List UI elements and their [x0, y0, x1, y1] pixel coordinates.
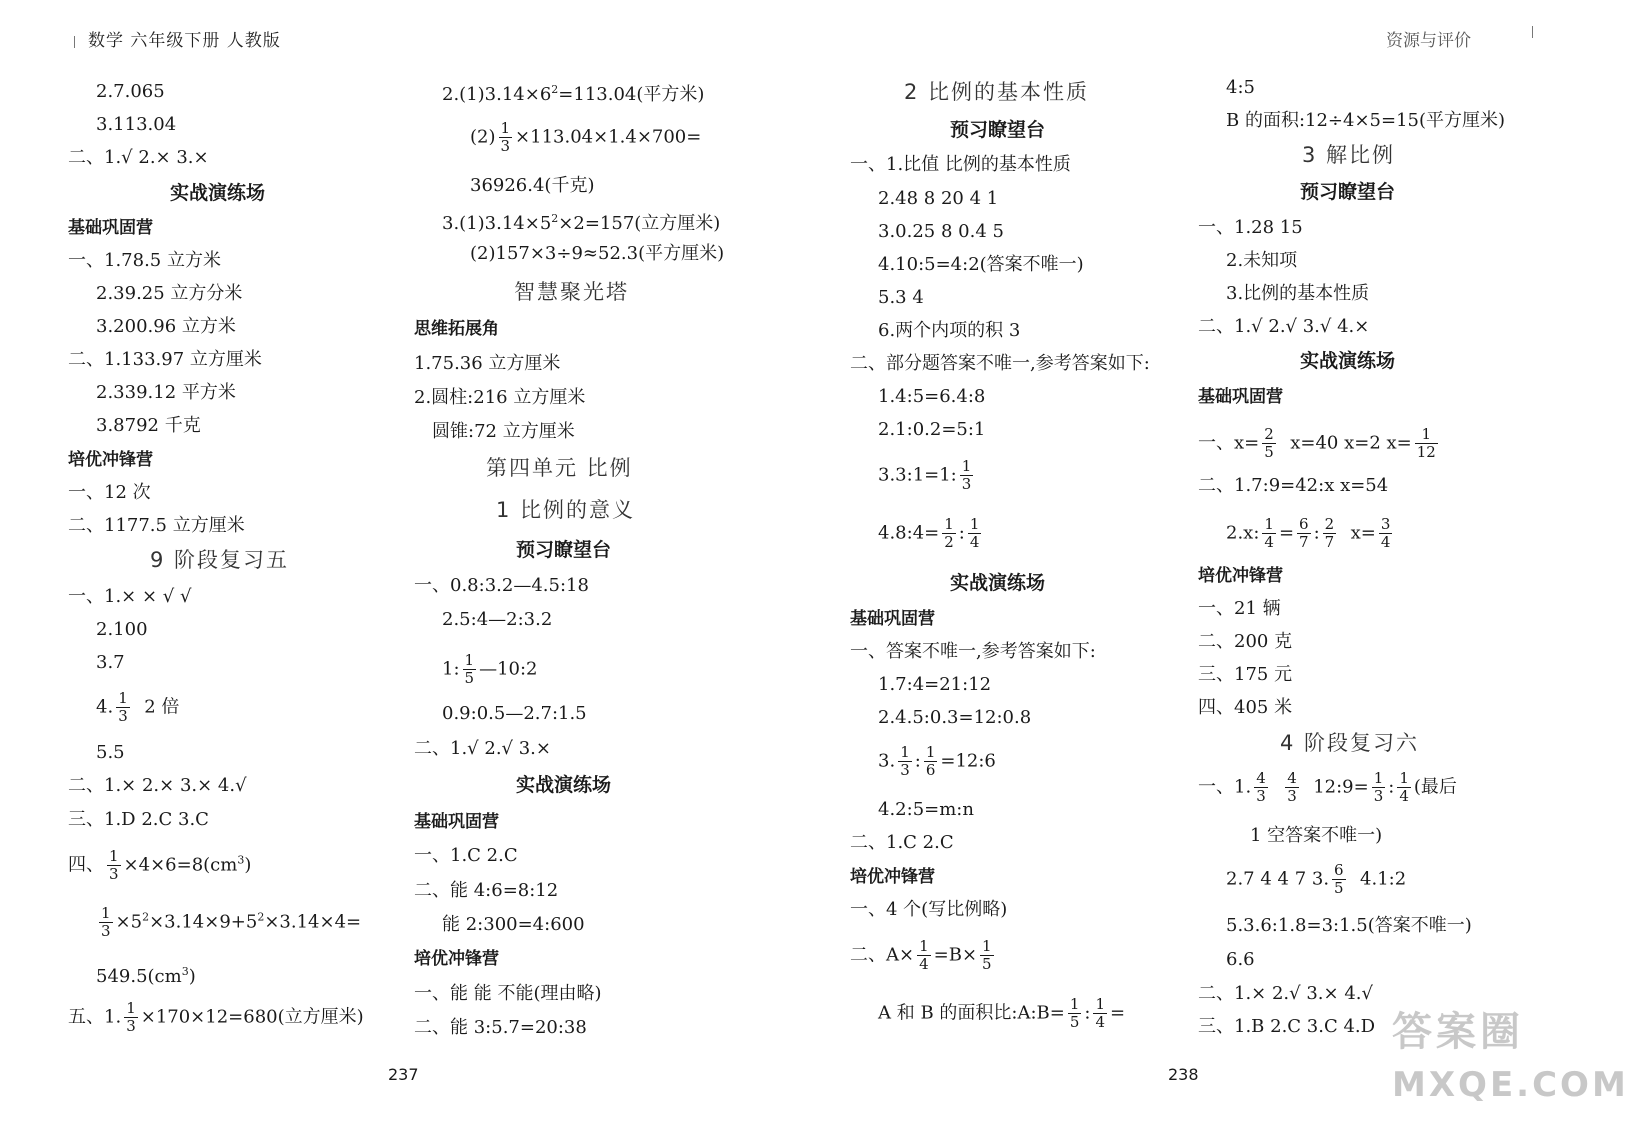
answer-line: 2.339.12 平方米: [96, 382, 236, 403]
fraction: $\frac{1}{3}$: [961, 457, 972, 493]
subsection-heading: 思维拓展角: [414, 319, 499, 339]
fraction: $\frac{1}{4}$: [969, 515, 980, 551]
fraction: $\frac{1}{5}$: [1069, 995, 1080, 1031]
answer-line: 四、 $\frac{1}{3}$ $\times 4\times 6=8(cm^3)$: [68, 847, 252, 883]
fraction: $\frac{4}{3}$: [1256, 769, 1266, 805]
fraction: $\frac{1}{5}$: [464, 651, 475, 687]
answer-line: 4. $\frac{1}{3}$ 2 倍: [96, 689, 180, 725]
lesson-title: 3 解比例: [1302, 143, 1396, 167]
answer-line: 2.未知项: [1226, 250, 1298, 271]
answer-line: 3.7: [96, 652, 125, 673]
subsection-heading: 培优冲锋营: [414, 949, 499, 969]
answer-line: 2.39.25 立方分米: [96, 283, 243, 304]
answer-line: 四、405 米: [1198, 697, 1293, 718]
fraction: $\frac{1}{3}$: [126, 999, 136, 1035]
fraction: $\frac{1}{4}$: [919, 937, 929, 973]
answer-line: 1 空答案不唯一): [1250, 825, 1383, 846]
fraction: $\frac{1}{12}$: [1416, 425, 1436, 461]
fraction: $\frac{1}{3}$: [1373, 769, 1384, 805]
answer-line: 4.2:5=m:n: [878, 799, 974, 820]
subsection-heading: 基础巩固营: [414, 812, 499, 832]
answer-line: B 的面积:12÷4×5=15(平方厘米): [1226, 110, 1506, 131]
answer-line: 2.圆柱:216 立方厘米: [414, 387, 586, 408]
answer-line: 一、0.8:3.2—4.5:18: [414, 575, 589, 596]
answer-line: 一、x= $\frac{2}{5}$ x=40 x=2 x= $\frac{1}{12}$: [1198, 425, 1436, 461]
fraction: $\frac{1}{6}$: [925, 743, 936, 779]
header-right: 资源与评价: [1386, 31, 1471, 51]
answer-line: 3. $\frac{1}{3}$ : $\frac{1}{6}$ =12:6: [878, 743, 996, 779]
answer-line: 一、1. $\frac{4}{3}$ $\frac{4}{3}$ 12:9= $\frac{1}{3}$ : $\frac{1}{4}$ (最后: [1198, 769, 1457, 805]
answer-line: 一、1.28 15: [1198, 217, 1303, 238]
fraction: $\frac{1}{4}$: [1264, 515, 1274, 551]
section-heading: 实战演练场: [1300, 350, 1396, 372]
page-number-right: 238: [1168, 1065, 1199, 1084]
answer-line: 1.4:5=6.4:8: [878, 386, 986, 407]
fraction: $\frac{1}{3}$: [101, 904, 111, 940]
answer-line: 三、1.D 2.C 3.C: [68, 809, 209, 830]
lesson-title: 2 比例的基本性质: [904, 80, 1090, 104]
fraction: $\frac{1}{3}$: [118, 689, 128, 725]
answer-line: 3.0.25 8 0.4 5: [878, 221, 1004, 242]
fraction: $\frac{1}{3}$: [500, 119, 511, 155]
answer-line: 二、1177.5 立方厘米: [68, 515, 245, 536]
answer-line: 二、1.× 2.× 3.× 4.√: [68, 775, 247, 796]
answer-line: 二、1.√ 2.√ 3.√ 4.×: [1198, 316, 1370, 337]
answer-line: 5.3.6:1.8=3:1.5(答案不唯一): [1226, 915, 1472, 936]
answer-line: 二、能 4:6=8:12: [414, 880, 559, 901]
answer-line: 一、21 辆: [1198, 598, 1281, 619]
lesson-title: 1 比例的意义: [496, 498, 636, 522]
answer-line: 一、12 次: [68, 482, 151, 503]
section-heading: 实战演练场: [950, 572, 1046, 594]
answer-line: 一、1.78.5 立方米: [68, 250, 221, 271]
answer-line: 2.48 8 20 4 1: [878, 188, 999, 209]
answer-line: 一、4 个(写比例略): [850, 899, 1008, 920]
subsection-heading: 培优冲锋营: [68, 450, 153, 470]
answer-line: 4.10:5=4:2(答案不唯一): [878, 254, 1084, 275]
answer-line: 2.100: [96, 619, 148, 640]
answer-line: 1.7:4=21:12: [878, 674, 992, 695]
answer-line: 二、1.√ 2.× 3.×: [68, 147, 209, 168]
answer-line: 4:5: [1226, 77, 1255, 98]
answer-line: 4.8:4= $\frac{1}{2}$ : $\frac{1}{4}$: [878, 515, 980, 551]
answer-line: 二、1.C 2.C: [850, 832, 954, 853]
answer-line: 能 2:300=4:600: [442, 914, 585, 935]
subsection-heading: 培优冲锋营: [1198, 566, 1283, 586]
answer-line: 二、1.× 2.√ 3.× 4.√: [1198, 983, 1373, 1004]
answer-line: 二、A× $\frac{1}{4}$ =B× $\frac{1}{5}$: [850, 937, 992, 973]
answer-line: 一、1.C 2.C: [414, 845, 518, 866]
subsection-heading: 基础巩固营: [1198, 387, 1283, 407]
lesson-title: 4 阶段复习六: [1280, 731, 1420, 755]
watermark: [1392, 1000, 1629, 1105]
answer-line: (2)157×3÷9≈52.3(平方厘米): [470, 243, 725, 264]
section-heading: 实战演练场: [170, 182, 266, 204]
fraction: $\frac{4}{3}$: [1287, 769, 1297, 805]
answer-line: 2.5:4—2:3.2: [442, 609, 553, 630]
answer-line: 6.两个内项的积 3: [878, 320, 1021, 341]
answer-line: 二、1.√ 2.√ 3.×: [414, 738, 551, 759]
fraction: $\frac{6}{7}$: [1299, 515, 1309, 551]
answer-line: 一、1.比值 比例的基本性质: [850, 154, 1071, 175]
answer-line: 6.6: [1226, 949, 1255, 970]
answer-line: 3.113.04: [96, 114, 177, 135]
answer-line: A 和 B 的面积比:A:B= $\frac{1}{5}$ : $\frac{1}{4}$ =: [878, 995, 1126, 1031]
answer-line: 圆锥:72 立方厘米: [432, 421, 575, 442]
subsection-heading: 基础巩固营: [68, 218, 153, 238]
answer-line: 2.x: $\frac{1}{4}$ = $\frac{6}{7}$ : $\frac{2}{7}$ x= $\frac{3}{4}$: [1226, 515, 1391, 551]
fraction: $\frac{1}{5}$: [982, 937, 992, 973]
section-heading: 预习瞭望台: [950, 119, 1046, 141]
answer-line: 三、1.B 2.C 3.C 4.D: [1198, 1016, 1376, 1037]
answer-line: 3.比例的基本性质: [1226, 283, 1370, 304]
fraction: $\frac{1}{4}$: [1095, 995, 1106, 1031]
watermark-text: 答案圈: [1392, 1009, 1524, 1055]
answer-line: 5.3 4: [878, 287, 924, 308]
answer-line: $2.(1)3.14\times 6^2=113.04$(平方米): [442, 83, 705, 105]
lesson-title: 9 阶段复习五: [150, 548, 290, 572]
fraction: $\frac{1}{2}$: [944, 515, 954, 551]
subsection-heading: 培优冲锋营: [850, 867, 935, 887]
answer-line: 二、1.7:9=42:x x=54: [1198, 475, 1389, 496]
answer-line: 一、能 能 不能(理由略): [414, 983, 602, 1004]
section-heading: 预习瞭望台: [1300, 181, 1396, 203]
fraction: $\frac{2}{5}$: [1264, 425, 1274, 461]
answer-line: 2.7.065: [96, 81, 165, 102]
answer-line: 2.7 4 4 7 3. $\frac{6}{5}$ 4.1:2: [1226, 861, 1407, 897]
answer-line: 2.4.5:0.3=12:0.8: [878, 707, 1032, 728]
answer-line: 二、1.133.97 立方厘米: [68, 349, 262, 370]
answer-line: (2) $\frac{1}{3}$ ×113.04×1.4×700=: [470, 119, 702, 155]
section-heading: 预习瞭望台: [516, 539, 612, 561]
answer-line: 二、部分题答案不唯一,参考答案如下:: [850, 353, 1150, 374]
header-left: 数学 六年级下册 人教版: [88, 31, 281, 51]
fraction: $\frac{1}{4}$: [1399, 769, 1409, 805]
fraction: $\frac{2}{7}$: [1324, 515, 1335, 551]
fraction: $\frac{1}{3}$: [109, 847, 119, 883]
answer-line: 一、1.× × √ √: [68, 586, 192, 607]
answer-line: 36926.4(千克): [470, 175, 595, 196]
section-heading: 实战演练场: [516, 774, 612, 796]
answer-line: $3.(1)3.14\times 5^2\times 2=157$(立方厘米): [442, 212, 721, 234]
unit-title: 第四单元 比例: [486, 456, 633, 480]
fraction: $\frac{1}{3}$: [900, 743, 910, 779]
answer-line: $549.5(cm^3)$: [96, 965, 196, 987]
answer-line: 3.3:1=1: $\frac{1}{3}$: [878, 457, 972, 493]
answer-line: 2.1:0.2=5:1: [878, 419, 986, 440]
page-number-left: 237: [388, 1065, 419, 1084]
answer-line: 3.200.96 立方米: [96, 316, 236, 337]
fraction: $\frac{6}{5}$: [1334, 861, 1344, 897]
answer-line: 1.75.36 立方厘米: [414, 353, 561, 374]
answer-line: 二、200 克: [1198, 631, 1293, 652]
section-title: 智慧聚光塔: [514, 280, 629, 304]
answer-line: 一、答案不唯一,参考答案如下:: [850, 641, 1096, 662]
answer-line: 0.9:0.5—2.7:1.5: [442, 703, 587, 724]
answer-line: 二、能 3:5.7=20:38: [414, 1017, 587, 1038]
header-divider: [74, 36, 75, 48]
answer-line: $\frac{1}{3}$ $\times 5^2\times 3.14\times 9+5^2\times 3.14\times 4=$: [101, 904, 362, 940]
watermark-url: MXQE.COM: [1392, 1065, 1629, 1105]
subsection-heading: 基础巩固营: [850, 609, 935, 629]
header-divider-right: [1532, 26, 1533, 38]
answer-line: 1: $\frac{1}{5}$ —10:2: [442, 651, 538, 687]
answer-line: 五、1. $\frac{1}{3}$ ×170×12=680(立方厘米): [68, 999, 364, 1035]
answer-line: 5.5: [96, 742, 125, 763]
fraction: $\frac{3}{4}$: [1380, 515, 1391, 551]
answer-line: 三、175 元: [1198, 664, 1293, 685]
answer-line: 3.8792 千克: [96, 415, 201, 436]
